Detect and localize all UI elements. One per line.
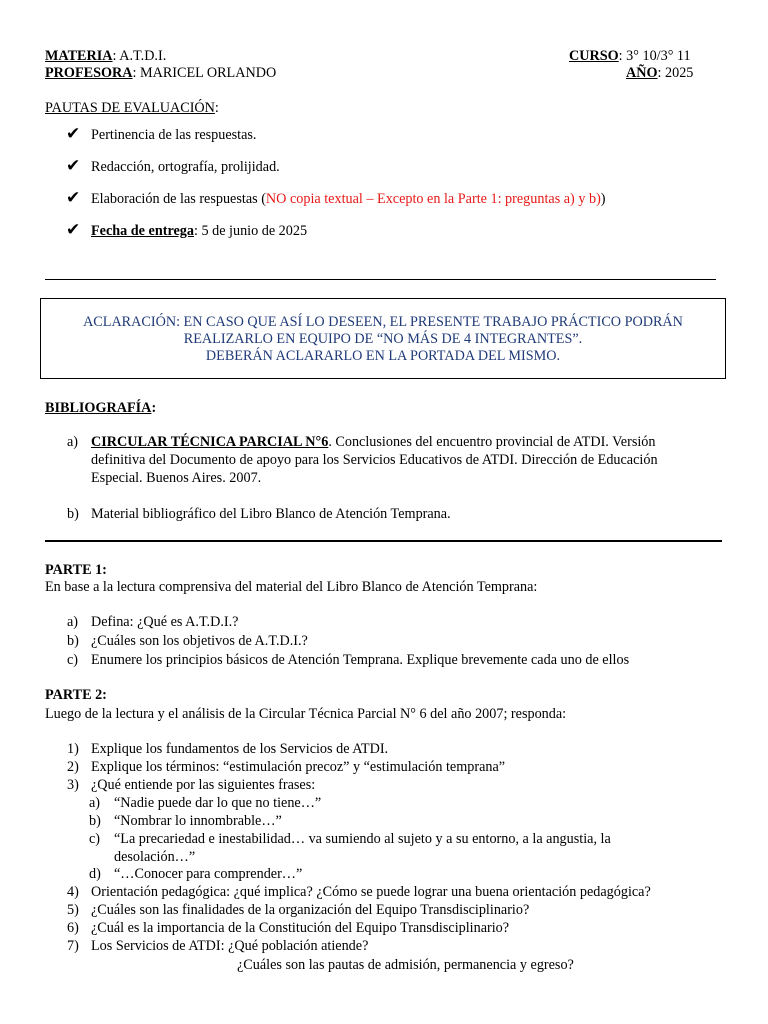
bibliography-item: Material bibliográfico del Libro Blanco de Atención Temprana.: [91, 506, 451, 522]
no-copy-note: NO copia textual – Excepto en la Parte 1: preguntas a) y b): [265, 191, 601, 207]
teacher-value: : MARICEL ORLANDO: [132, 65, 277, 81]
question-text: Los Servicios de ATDI: ¿Qué población atiende?: [91, 938, 369, 954]
question-label: b): [67, 633, 79, 649]
circular-title: CIRCULAR TÉCNICA PARCIAL N°6: [91, 434, 329, 450]
subquestion-label: b): [89, 813, 101, 829]
bibliography-label: b): [67, 506, 79, 522]
question-text: Defina: ¿Qué es A.T.D.I.?: [91, 614, 239, 630]
bibliography-item-continued: definitiva del Documento de apoyo para los Servicios Educativos de ATDI. Dirección de Educación: [91, 452, 658, 468]
checkmark-icon: ✔: [66, 156, 81, 176]
subquestion-text: “Nombrar lo innombrable…”: [114, 813, 282, 829]
course-label: CURSO: [569, 48, 619, 64]
subquestion-label: d): [89, 866, 101, 882]
part1-intro: En base a la lectura comprensiva del material del Libro Blanco de Atención Temprana:: [45, 579, 538, 595]
course-value: : 3° 10/3° 11: [618, 48, 691, 64]
checkmark-icon: ✔: [66, 188, 81, 208]
bibliography-item: CIRCULAR TÉCNICA PARCIAL N°6. Conclusiones del encuentro provincial de ATDI. Versión: [91, 434, 656, 450]
subject-line: [45, 48, 166, 65]
subject-label: MATERIA: [45, 48, 113, 64]
question-label: 1): [67, 741, 79, 757]
clarification-line: DEBERÁN ACLARARLO EN LA PORTADA DEL MISMO.: [205, 348, 561, 364]
course-line: [569, 48, 691, 65]
teacher-line: [45, 65, 276, 82]
subquestion-label: a): [89, 795, 101, 811]
subquestion-label: c): [89, 831, 101, 847]
question-label: 7): [67, 938, 79, 954]
evaluation-guidelines-title: PAUTAS DE EVALUACIÓN:: [45, 100, 219, 116]
question-label: 6): [67, 920, 79, 936]
question-text: ¿Cuáles son las finalidades de la organización del Equipo Transdisciplinario?: [91, 902, 530, 918]
checkmark-icon: ✔: [66, 124, 81, 144]
part1-title: PARTE 1:: [45, 562, 107, 578]
bibliography-item-continued: Especial. Buenos Aires. 2007.: [91, 470, 262, 486]
part2-intro: Luego de la lectura y el análisis de la Circular Técnica Parcial N° 6 del año 2007; responda:: [45, 706, 567, 722]
subquestion-text: “…Conocer para comprender…”: [114, 866, 303, 882]
part2-title: PARTE 2:: [45, 687, 107, 703]
guideline-item: Elaboración de las respuestas (NO copia textual – Excepto en la Parte 1: preguntas a) y b)): [91, 191, 606, 207]
clarification-line: ACLARACIÓN: EN CASO QUE ASÍ LO DESEEN, EL PRESENTE TRABAJO PRÁCTICO PODRÁN: [83, 314, 683, 330]
guideline-item: Redacción, ortografía, prolijidad.: [91, 159, 280, 175]
year-line: [626, 65, 693, 82]
teacher-label: PROFESORA: [45, 65, 133, 81]
subquestion-text: “Nadie puede dar lo que no tiene…”: [114, 795, 322, 811]
question-label: 5): [67, 902, 79, 918]
clarification-line: REALIZARLO EN EQUIPO DE “NO MÁS DE 4 INTEGRANTES”.: [183, 331, 583, 347]
question-text: Orientación pedagógica: ¿qué implica? ¿Cómo se puede lograr una buena orientación pedagógica?: [91, 884, 651, 900]
year-label: AÑO: [626, 65, 658, 81]
question-text: ¿Cuáles son los objetivos de A.T.D.I.?: [91, 633, 308, 649]
question-text: ¿Qué entiende por las siguientes frases:: [91, 777, 316, 793]
due-date-item: Fecha de entrega: 5 de junio de 2025: [91, 223, 308, 239]
question-label: 2): [67, 759, 79, 775]
question-label: 4): [67, 884, 79, 900]
checkmark-icon: ✔: [66, 220, 81, 240]
question-text: ¿Cuál es la importancia de la Constitución del Equipo Transdisciplinario?: [91, 920, 510, 936]
subject-value: : A.T.D.I.: [112, 48, 167, 64]
guideline-item: Pertinencia de las respuestas.: [91, 127, 257, 143]
question-text-continued: ¿Cuáles son las pautas de admisión, permanencia y egreso?: [237, 957, 574, 973]
question-text: Explique los fundamentos de los Servicios de ATDI.: [91, 741, 389, 757]
bibliography-title: BIBLIOGRAFÍA:: [45, 400, 157, 416]
section-divider: [45, 540, 722, 542]
bibliography-label: a): [67, 434, 79, 450]
divider: [45, 279, 716, 280]
question-label: 3): [67, 777, 79, 793]
subquestion-text: “La precariedad e inestabilidad… va sumiendo al sujeto y a su entorno, a la angustia, la: [114, 831, 611, 847]
clarification-box: [40, 298, 726, 379]
question-text: Enumere los principios básicos de Atención Temprana. Explique brevemente cada uno de ellos: [91, 652, 630, 668]
question-label: c): [67, 652, 79, 668]
year-value: : 2025: [657, 65, 694, 81]
subquestion-text-continued: desolación…”: [114, 849, 196, 865]
question-label: a): [67, 614, 79, 630]
question-text: Explique los términos: “estimulación precoz” y “estimulación temprana”: [91, 759, 506, 775]
